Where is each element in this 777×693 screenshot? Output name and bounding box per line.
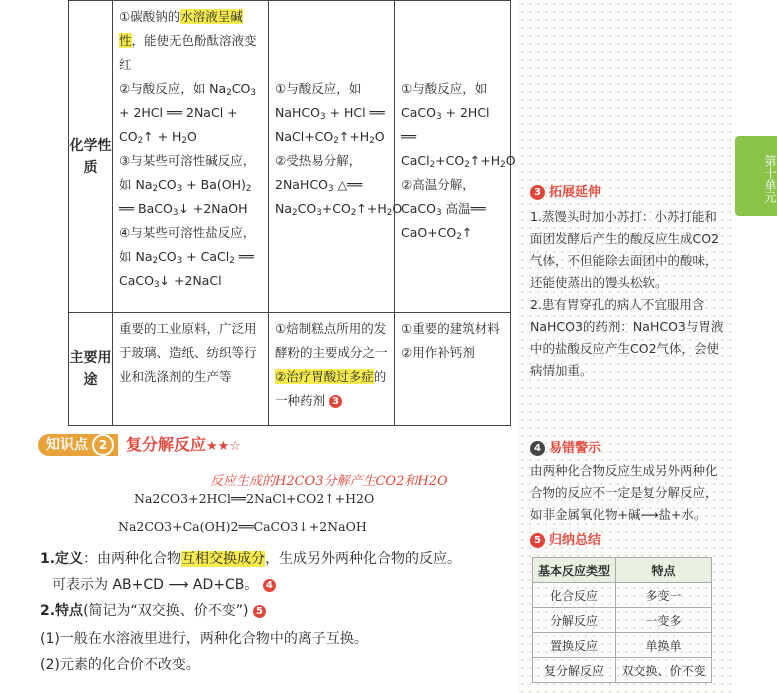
definition-line-2	[52, 574, 276, 596]
definition-formula: 可表示为 AB+CD ⟶ AD+CB。	[52, 577, 259, 593]
knowledge-point-badge	[38, 434, 118, 456]
summary-header-feature: 特点	[616, 558, 712, 583]
table-row	[533, 608, 712, 633]
marker-4: 4	[263, 579, 276, 592]
section-3-header	[530, 184, 601, 202]
cell-na2co3-use: 重要的工业原料，广泛用于玻璃、造纸、纺织等行业和洗涤剂的生产等	[113, 313, 269, 426]
section-3-para-1: 1.蒸馒头时加小苏打：小苏打能和面团发酵后产生的酸反应生成CO2气体，不但能除去面团中的酸味，还能使蒸出的馒头松软。	[530, 209, 720, 290]
nahco3-prop-2: ②受热易分解，2NaHCO$_3$ △══ $Na_2CO_3+CO_2↑+H_2O$	[275, 153, 403, 219]
section-5-title: 归纳总结	[549, 533, 602, 548]
definition-label: 1.定义	[40, 551, 84, 567]
title-text: 复分解反应	[126, 435, 207, 454]
na2co3-prop-1: ①碳酸钠的水溶液呈碱性，能使无色酚酞溶液变红	[119, 9, 257, 72]
section-3-body	[530, 206, 726, 382]
definition-line: 1.定义：由两种化合物互相交换成分，生成另外两种化合物的反应。	[40, 551, 462, 567]
feature-text: (简记为“双交换、价不变”)	[83, 603, 249, 619]
reaction-annotation: 反应生成的H2CO3分解产生CO2和H2O	[210, 474, 448, 489]
table-row	[533, 583, 712, 608]
difficulty-stars: ★★☆	[206, 439, 241, 454]
cell-caco3-chem	[395, 1, 516, 313]
summary-cell: 分解反应	[533, 608, 616, 633]
summary-cell: 双交换、价不变	[616, 658, 712, 683]
na2co3-prop-2: ②与酸反应，如 $Na_2CO_3 + 2HCl$ ══ 2NaCl + $CO_2↑ + H_2O$	[119, 81, 256, 147]
caco3-prop-1: ①与酸反应，如 CaCO$_3$ + 2HCl ══ $CaCl_2+CO_2↑+H_2O$	[401, 81, 516, 171]
cell-nahco3-use: ①焙制糕点所用的发酵粉的主要成分之一 ②治疗胃酸过多症的一种药剂 3	[269, 313, 395, 426]
section-3-title: 拓展延伸	[549, 185, 602, 200]
section-4-number: 4	[530, 441, 545, 456]
badge-label: 知识点	[46, 437, 88, 453]
summary-table	[532, 557, 712, 683]
cell-na2co3-chem	[113, 1, 269, 313]
nahco3-prop-1: ①与酸反应，如 NaHCO$_3$ + HCl ══ $NaCl+CO_2↑+H_2O$	[275, 81, 385, 147]
cell-nahco3-chem	[269, 1, 403, 313]
feature-line	[40, 600, 266, 622]
summary-header-type: 基本反应类型	[533, 558, 616, 583]
section-4-title: 易错警示	[549, 441, 602, 456]
section-4-body	[530, 460, 726, 526]
table-row	[533, 658, 712, 683]
na2co3-prop-4: ④与某些可溶性盐反应，如 $Na_2CO_3$ + CaCl$_2$ ══ CaCO$_3$↓ +2NaCl	[119, 225, 256, 291]
equation-2: Na2CO3+Ca(OH)2══CaCO3↓+2NaOH	[118, 519, 367, 534]
marker-3: 3	[329, 395, 342, 408]
table-row	[533, 633, 712, 658]
unit-tab[interactable]: 第十单元	[735, 136, 777, 216]
summary-cell: 一变多	[616, 608, 712, 633]
marker-5: 5	[253, 605, 266, 618]
summary-cell: 单换单	[616, 633, 712, 658]
section-5-header	[530, 532, 601, 550]
equation-1: Na2CO3+2HCl══2NaCl+CO2↑+H2O	[134, 491, 375, 506]
summary-cell: 多变一	[616, 583, 712, 608]
feature-label: 2.特点	[40, 603, 84, 619]
summary-cell: 复分解反应	[533, 658, 616, 683]
feature-point-2: (2)元素的化合价不改变。	[40, 657, 200, 673]
section-4-header	[530, 440, 601, 458]
section-3-number: 3	[530, 185, 545, 200]
knowledge-point-title	[126, 434, 241, 458]
row-label-use: 主要用途	[69, 313, 113, 426]
section-5-number: 5	[530, 533, 545, 548]
cell-caco3-use: ①重要的建筑材料 ②用作补钙剂	[395, 313, 511, 426]
section-4-para-1: 由两种化合物反应生成另外两种化合物的反应不一定是复分解反应，如非金属氧化物+碱⟶盐+水。	[530, 463, 718, 522]
row-label-chemical: 化学性质	[69, 1, 113, 313]
summary-cell: 置换反应	[533, 633, 616, 658]
feature-point-1: (1)一般在水溶液里进行，两种化合物中的离子互换。	[40, 631, 368, 647]
section-3-para-2: 2.患有胃穿孔的病人不宜服用含NaHCO3的药剂：NaHCO3与胃液中的盐酸反应产生CO2气体，会使病情加重。	[530, 297, 724, 378]
caco3-prop-2: ②高温分解，CaCO$_3$ 高温══ $CaO+CO_2↑$	[401, 177, 486, 243]
badge-number: 2	[92, 434, 114, 456]
summary-cell: 化合反应	[533, 583, 616, 608]
properties-table	[68, 0, 516, 426]
na2co3-prop-3: ③与某些可溶性碱反应，如 $Na_2CO_3 + Ba(OH)_2$ ══ BaCO$_3$↓ +2NaOH	[119, 153, 256, 219]
